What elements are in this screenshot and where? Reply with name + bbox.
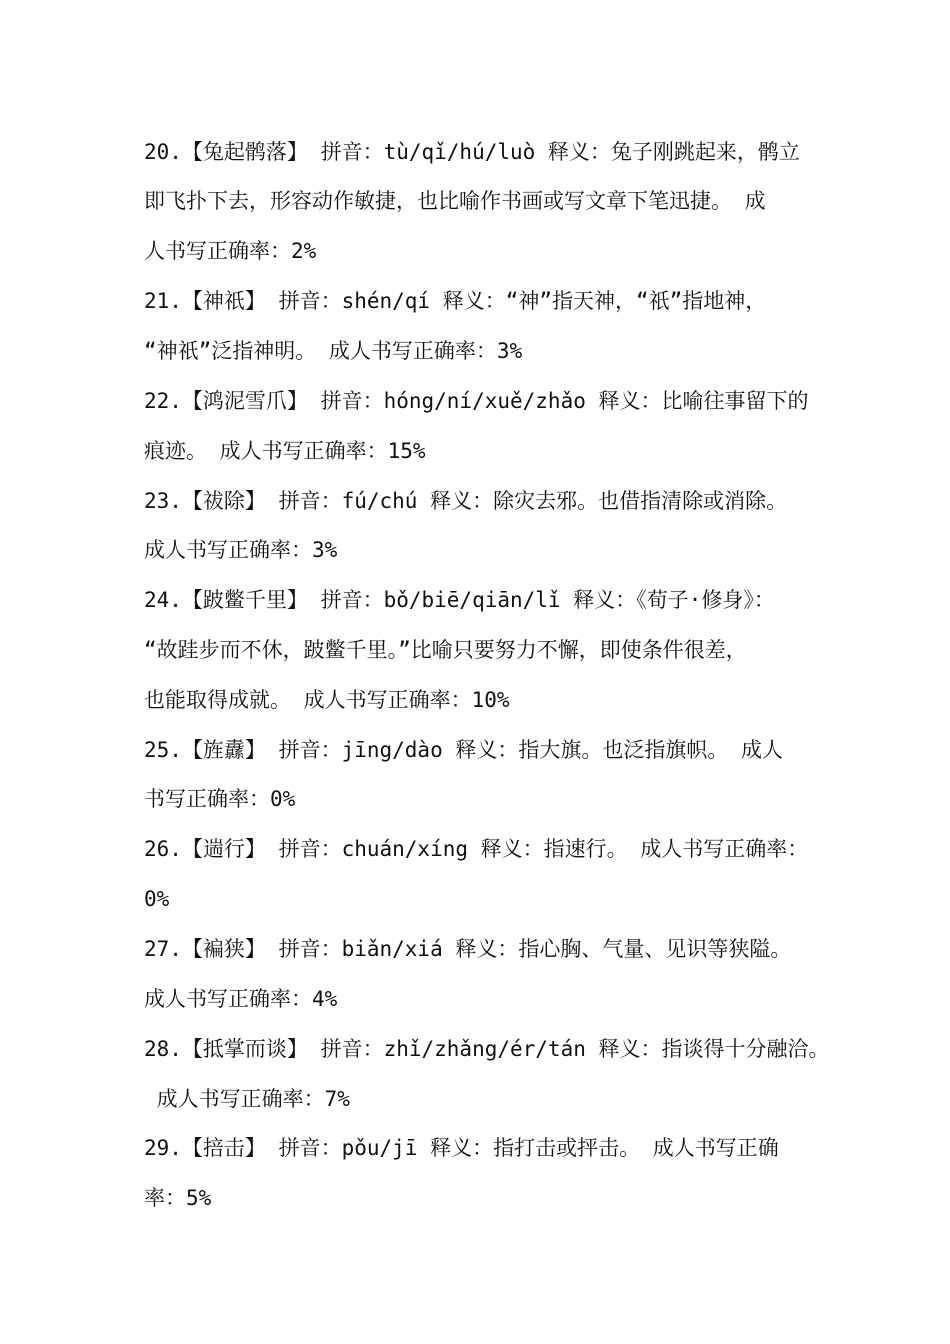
entry-20-line-3: 人书写正确率：2% bbox=[144, 239, 317, 263]
entry-25-line-1: 25.【旌纛】 拼音：jīng/dào 释义：指大旗。也泛指旗帜。 成人 bbox=[144, 738, 784, 762]
entry-24-line-1: 24.【跛鳖千里】 拼音：bǒ/biē/qiān/lǐ 释义：《荀子·修身》： bbox=[144, 588, 775, 612]
entry-29-line-2: 率：5% bbox=[144, 1186, 212, 1210]
entry-20-line-2: 即飞扑下去，形容动作敏捷，也比喻作书画或写文章下笔迅捷。 成 bbox=[144, 189, 766, 213]
entry-22-line-2: 痕迹。 成人书写正确率：15% bbox=[144, 439, 426, 463]
entry-23-line-1: 23.【祓除】 拼音：fú/chú 释义：除灾去邪。也借指清除或消除。 bbox=[144, 489, 788, 513]
entry-27-line-1: 27.【褊狭】 拼音：biǎn/xiá 释义：指心胸、气量、见识等狭隘。 bbox=[144, 937, 792, 961]
entry-24-line-3: 也能取得成就。 成人书写正确率：10% bbox=[144, 688, 510, 712]
entry-23-line-2: 成人书写正确率：3% bbox=[144, 538, 338, 562]
entry-24-line-2: “故跬步而不休，跛鳖千里。”比喻只要努力不懈，即使条件很差， bbox=[144, 638, 747, 662]
entry-25-line-2: 书写正确率：0% bbox=[144, 787, 296, 811]
entry-21-line-1: 21.【神祇】 拼音：shén/qí 释义：“神”指天神，“祇”指地神， bbox=[144, 289, 767, 313]
entry-28-line-2: 成人书写正确率：7% bbox=[144, 1087, 350, 1111]
entry-20-line-1: 20.【兔起鹘落】 拼音：tù/qǐ/hú/luò 释义：兔子刚跳起来，鹘立 bbox=[144, 140, 800, 164]
entry-26-line-2: 0% bbox=[144, 887, 170, 911]
entry-28-line-1: 28.【抵掌而谈】 拼音：zhǐ/zhǎng/ér/tán 释义：指谈得十分融洽。 bbox=[144, 1037, 830, 1061]
entry-27-line-2: 成人书写正确率：4% bbox=[144, 987, 338, 1011]
entry-22-line-1: 22.【鸿泥雪爪】 拼音：hóng/ní/xuě/zhǎo 释义：比喻往事留下的 bbox=[144, 389, 809, 413]
entry-21-line-2: “神祇”泛指神明。 成人书写正确率：3% bbox=[144, 339, 523, 363]
entry-29-line-1: 29.【掊击】 拼音：pǒu/jī 释义：指打击或抨击。 成人书写正确 bbox=[144, 1136, 779, 1160]
entry-26-line-1: 26.【遄行】 拼音：chuán/xíng 释义：指速行。 成人书写正确率： bbox=[144, 837, 809, 861]
